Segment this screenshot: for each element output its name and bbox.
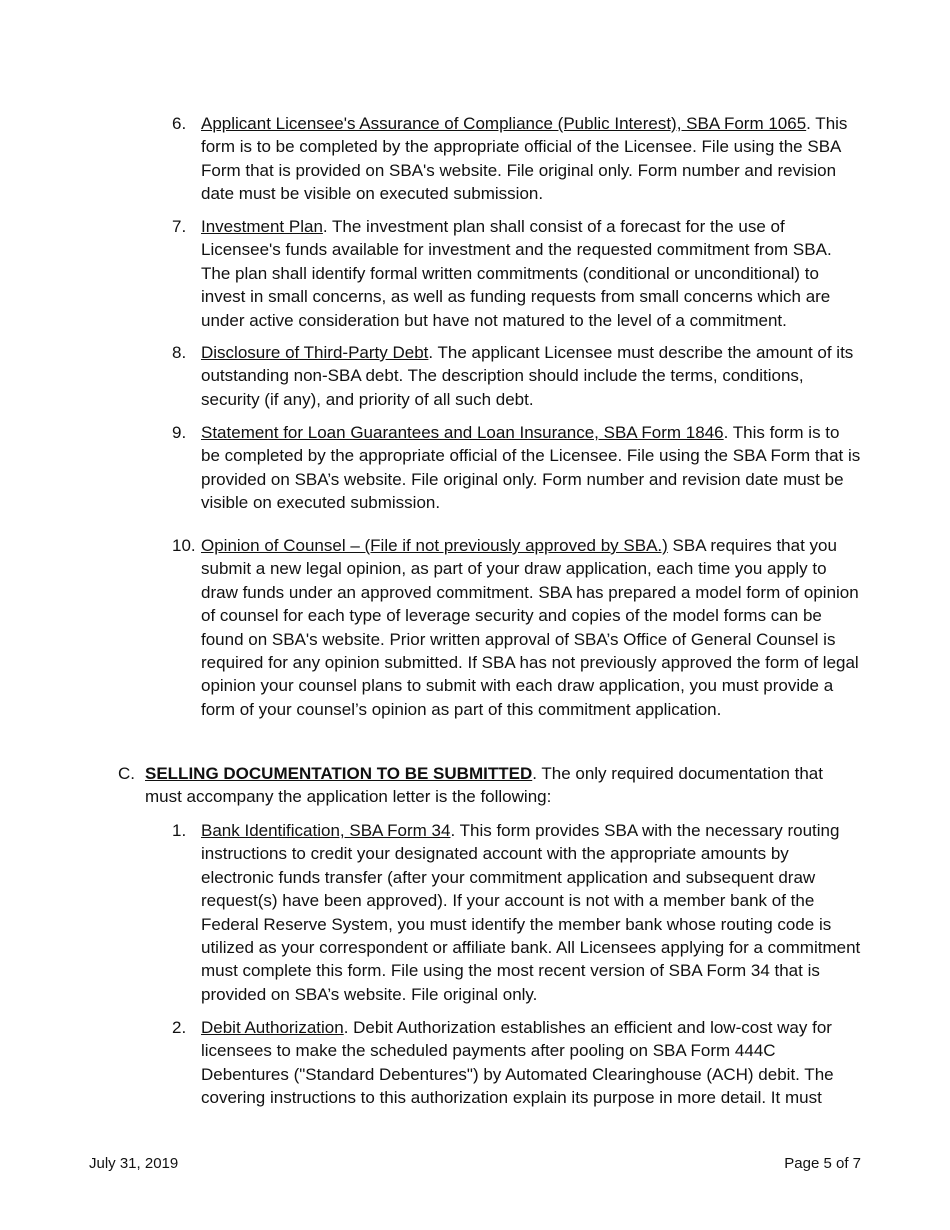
item-body: . This form provides SBA with the necessary routing instructions to credit your designated account with the appropriate amounts by electronic funds transfer (after your commitment application and subsequent draw request(s) have been approved). If your account is not with a member bank of the Federal Reserve System, you must identify the member bank whose routing code is utilized as your correspondent or affiliate bank. All Licensees applying for a commitment must complete this form. File using the most recent version of SBA Form 34 that is provided on SBA’s website. File original only.	[201, 821, 861, 1004]
list-item-7	[172, 215, 862, 332]
list-number: 9.	[172, 423, 187, 442]
item-body: . Debit Authorization establishes an efficient and low-cost way for licensees to make the scheduled payments after pooling on SBA Form 444C Debentures ("Standard Debentures") by Automated Clearinghouse (ACH) debit. The covering instructions to this authorization explain its purpose in more detail. It must	[201, 1018, 834, 1108]
item-title: Investment Plan	[201, 217, 323, 236]
item-title: Statement for Loan Guarantees and Loan Insurance, SBA Form 1846	[201, 423, 724, 442]
list-number: 10.	[172, 536, 196, 555]
list-item-c1	[172, 819, 862, 1006]
item-body: . This form is to be completed by the appropriate official of the Licensee. File using the SBA Form that is provided on SBA's website. File original only. Form number and revision date must be visible on executed submission.	[201, 114, 848, 204]
footer-date: July 31, 2019	[89, 1155, 179, 1172]
item-body: . This form is to be completed by the appropriate official of the Licensee. File using the SBA Form that is provided on SBA’s website. File original only. Form number and revision date must be visible on executed submission.	[201, 423, 861, 513]
section-c	[118, 762, 858, 809]
section-letter: C.	[118, 764, 135, 783]
item-body: SBA requires that you submit a new legal opinion, as part of your draw application, each time you apply to draw funds under an approved commitment. SBA has prepared a model form of opinion of counsel for each type of leverage security and copies of the model forms can be found on SBA's website. Prior written approval of SBA’s Office of General Counsel is required for any opinion submitted. If SBA has not previously approved the form of legal opinion your counsel plans to submit with each draw application, you must provide a form of your counsel’s opinion as part of this commitment application.	[201, 536, 859, 719]
list-number: 8.	[172, 343, 187, 362]
list-number: 6.	[172, 114, 187, 133]
item-title: Disclosure of Third-Party Debt	[201, 343, 429, 362]
footer-page-number: Page 5 of 7	[784, 1155, 861, 1172]
list-item-9	[172, 421, 862, 515]
item-body: . The investment plan shall consist of a forecast for the use of Licensee's funds available for investment and the requested commitment from SBA. The plan shall identify formal written commitments (conditional or unconditional) to invest in small concerns, as well as funding requests from small concerns which are under active consideration but have not matured to the level of a commitment.	[201, 217, 832, 330]
item-body: . The applicant Licensee must describe the amount of its outstanding non-SBA debt. The description should include the terms, conditions, security (if any), and priority of all such debt.	[201, 343, 854, 409]
list-item-8	[172, 341, 862, 411]
list-number: 7.	[172, 217, 187, 236]
list-number: 2.	[172, 1018, 187, 1037]
item-title: Applicant Licensee's Assurance of Compliance (Public Interest), SBA Form 1065	[201, 114, 807, 133]
item-title: Bank Identification, SBA Form 34	[201, 821, 451, 840]
list-item-10	[172, 534, 862, 721]
item-title: Opinion of Counsel – (File if not previously approved by SBA.)	[201, 536, 668, 555]
item-title: Debit Authorization	[201, 1018, 344, 1037]
section-heading: SELLING DOCUMENTATION TO BE SUBMITTED	[145, 764, 533, 783]
section-intro: . The only required documentation that must accompany the application letter is the following:	[145, 764, 823, 807]
list-item-6	[172, 112, 862, 206]
list-item-c2	[172, 1016, 862, 1110]
list-number: 1.	[172, 821, 187, 840]
